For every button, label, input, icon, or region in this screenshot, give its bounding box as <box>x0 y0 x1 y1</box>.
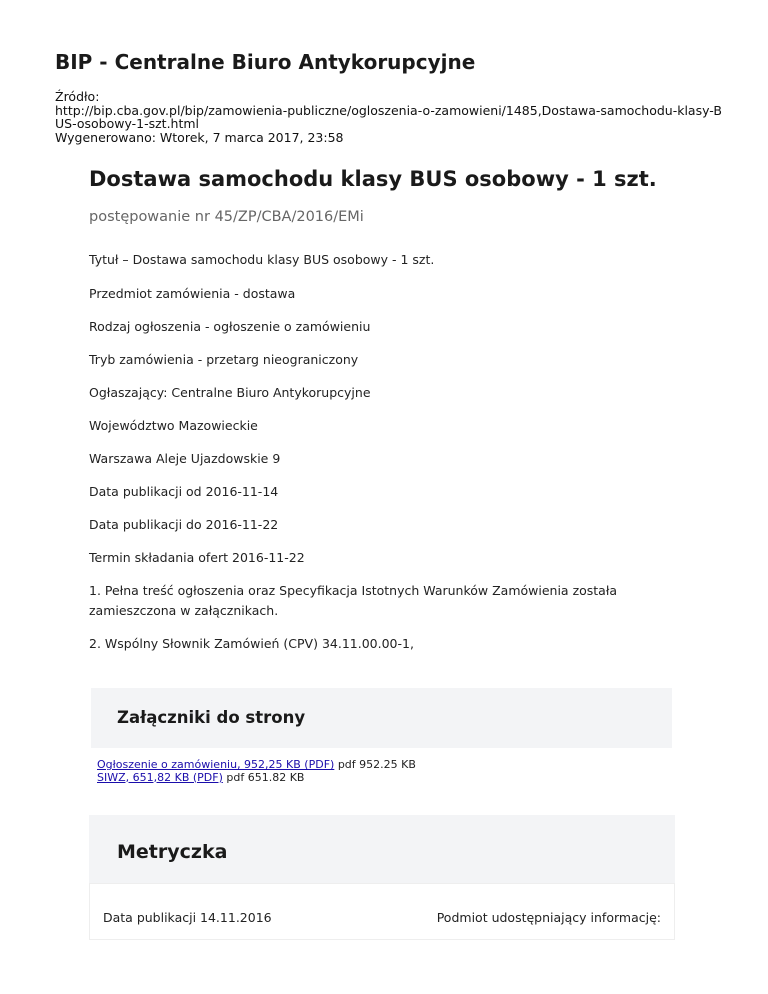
content-paragraph: Przedmiot zamówienia - dostawa <box>89 286 296 301</box>
publication-date: Data publikacji 14.11.2016 <box>103 910 272 925</box>
content-paragraph: Warszawa Aleje Ujazdowskie 9 <box>89 451 281 466</box>
content-paragraph: Tryb zamówienia - przetarg nieograniczony <box>89 352 359 367</box>
attachment-link[interactable]: SIWZ, 651,82 KB (PDF) <box>97 770 223 784</box>
attachments-list <box>97 759 416 784</box>
source-url: http://bip.cba.gov.pl/bip/zamowienia-publiczne/ogloszenia-o-zamowieni/1485,Dostawa-samochodu-klasy-BUS-osobowy-1-szt.html <box>55 102 722 131</box>
content-paragraph: Rodzaj ogłoszenia - ogłoszenie o zamówieniu <box>89 319 371 334</box>
metryczka-heading: Metryczka <box>117 841 228 863</box>
generated-timestamp: Wygenerowano: Wtorek, 7 marca 2017, 23:58 <box>55 129 344 145</box>
content-paragraph: Województwo Mazowieckie <box>89 418 258 433</box>
source-label: Źródło: <box>55 89 100 104</box>
attachments-section <box>91 688 672 748</box>
attachment-info: pdf 952.25 KB <box>337 758 416 771</box>
attachment-item <box>97 772 416 785</box>
content-paragraph: Data publikacji do 2016-11-22 <box>89 517 279 532</box>
metryczka-section <box>89 815 675 940</box>
site-title: BIP - Centralne Biuro Antykorupcyjne <box>55 50 476 74</box>
content-paragraph: 2. Wspólny Słownik Zamówień (CPV) 34.11.00.00-1, <box>89 636 414 651</box>
attachment-link[interactable]: Ogłoszenie o zamówieniu, 952,25 KB (PDF) <box>97 758 335 771</box>
content-paragraph: 1. Pełna treść ogłoszenia oraz Specyfikacja Istotnych Warunków Zamówienia została zamieszczona w załącznikach. <box>89 583 618 618</box>
source-meta <box>55 90 725 144</box>
attachments-heading: Załączniki do strony <box>117 708 306 727</box>
metryczka-panel <box>89 883 675 940</box>
content-paragraph: Data publikacji od 2016-11-14 <box>89 484 279 499</box>
attachment-info: pdf 651.82 KB <box>226 770 305 784</box>
content-paragraph: Ogłaszający: Centralne Biuro Antykorupcyjne <box>89 385 371 400</box>
page-subtitle: postępowanie nr 45/ZP/CBA/2016/EMi <box>89 209 364 225</box>
content-paragraph: Tytuł – Dostawa samochodu klasy BUS osobowy - 1 szt. <box>89 252 435 267</box>
publishing-entity-label: Podmiot udostępniający informację: <box>436 910 661 925</box>
page-title: Dostawa samochodu klasy BUS osobowy - 1 szt. <box>89 167 657 191</box>
content-paragraph: Termin składania ofert 2016-11-22 <box>89 550 305 565</box>
